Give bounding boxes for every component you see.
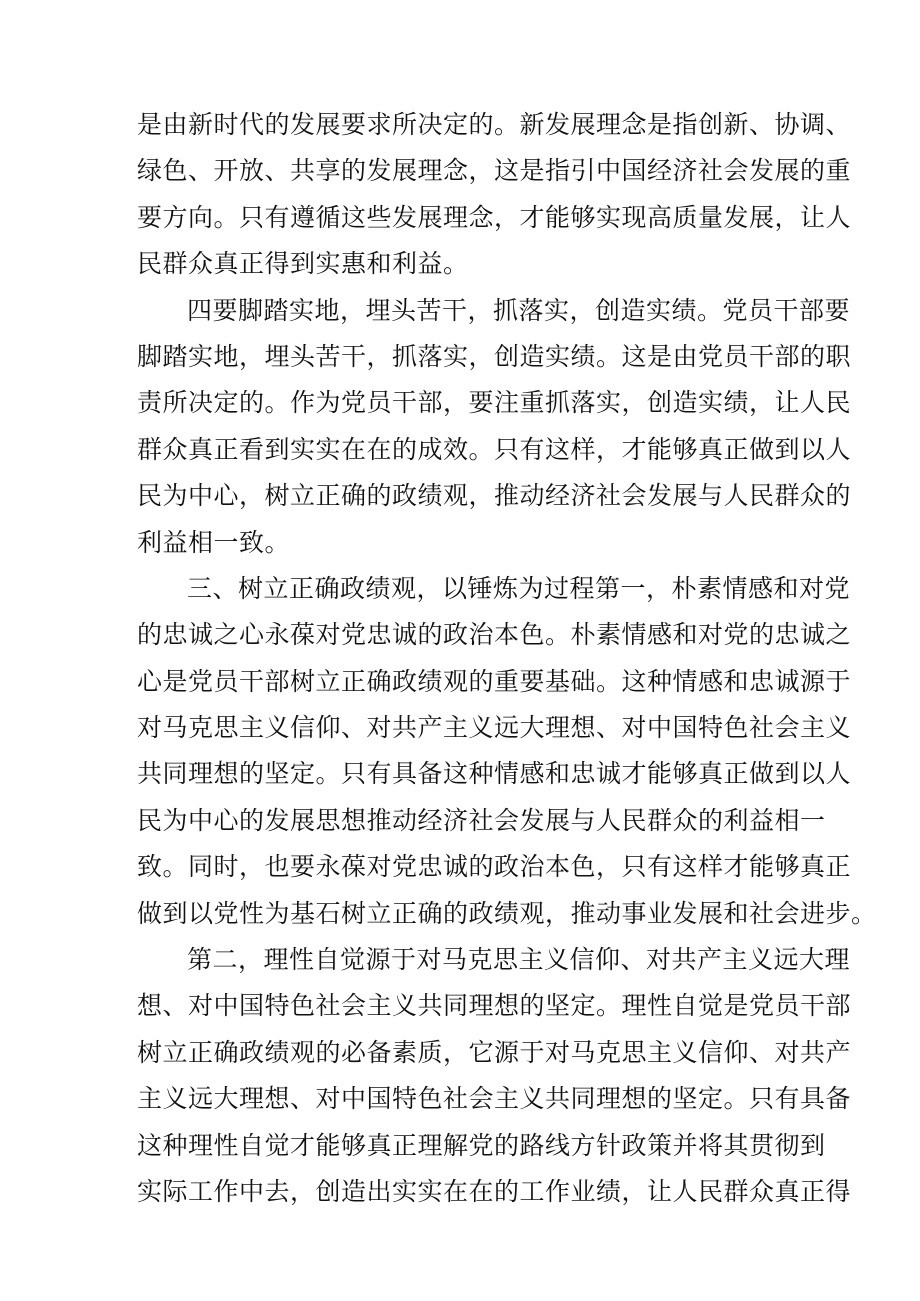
text-line: 责所决定的。作为党员干部，要注重抓落实，创造实绩，让人民 bbox=[137, 388, 852, 418]
text-line: 要方向。只有遵循这些发展理念，才能够实现高质量发展，让人 bbox=[137, 202, 852, 232]
text-line: 利益相一致。 bbox=[137, 527, 291, 557]
text-line: 做到以党性为基石树立正确的政绩观，推动事业发展和社会进步。 bbox=[137, 898, 877, 928]
paragraph-first-line: 三、树立正确政绩观，以锤炼为过程第一，朴素情感和对党 bbox=[187, 573, 851, 603]
text-line: 共同理想的坚定。只有具备这种情感和忠诚才能够真正做到以人 bbox=[137, 759, 852, 789]
text-line: 心是党员干部树立正确政绩观的重要基础。这种情感和忠诚源于 bbox=[137, 666, 852, 696]
text-line: 民为中心的发展思想推动经济社会发展与人民群众的利益相一 bbox=[137, 805, 826, 835]
text-line: 树立正确政绩观的必备素质，它源于对马克思主义信仰、对共产 bbox=[137, 1037, 852, 1067]
text-line: 是由新时代的发展要求所决定的。新发展理念是指创新、协调、 bbox=[137, 110, 852, 139]
document-body bbox=[137, 102, 877, 1215]
text-line: 绿色、开放、共享的发展理念，这是指引中国经济社会发展的重 bbox=[137, 156, 852, 186]
text-line: 对马克思主义信仰、对共产主义远大理想、对中国特色社会主义 bbox=[137, 713, 852, 743]
text-line: 实际工作中去，创造出实实在在的工作业绩，让人民群众真正得 bbox=[137, 1176, 852, 1206]
paragraph-first-line: 第二，理性自觉源于对马克思主义信仰、对共产主义远大理 bbox=[187, 945, 851, 975]
text-line: 主义远大理想、对中国特色社会主义共同理想的坚定。只有具备 bbox=[137, 1084, 852, 1114]
text-line: 民为中心，树立正确的政绩观，推动经济社会发展与人民群众的 bbox=[137, 481, 852, 511]
text-line: 想、对中国特色社会主义共同理想的坚定。理性自觉是党员干部 bbox=[137, 991, 852, 1021]
text-line: 致。同时，也要永葆对党忠诚的政治本色，只有这样才能够真正 bbox=[137, 852, 852, 882]
paragraph-first-line: 四要脚踏实地，埋头苦干，抓落实，创造实绩。党员干部要 bbox=[187, 295, 851, 325]
text-line: 群众真正看到实实在在的成效。只有这样，才能够真正做到以人 bbox=[137, 434, 852, 464]
text-line: 这种理性自觉才能够真正理解党的路线方针政策并将其贯彻到 bbox=[137, 1130, 826, 1160]
text-line: 的忠诚之心永葆对党忠诚的政治本色。朴素情感和对党的忠诚之 bbox=[137, 620, 852, 650]
text-line: 民群众真正得到实惠和利益。 bbox=[137, 249, 469, 279]
text-line: 脚踏实地，埋头苦干，抓落实，创造实绩。这是由党员干部的职 bbox=[137, 341, 852, 371]
